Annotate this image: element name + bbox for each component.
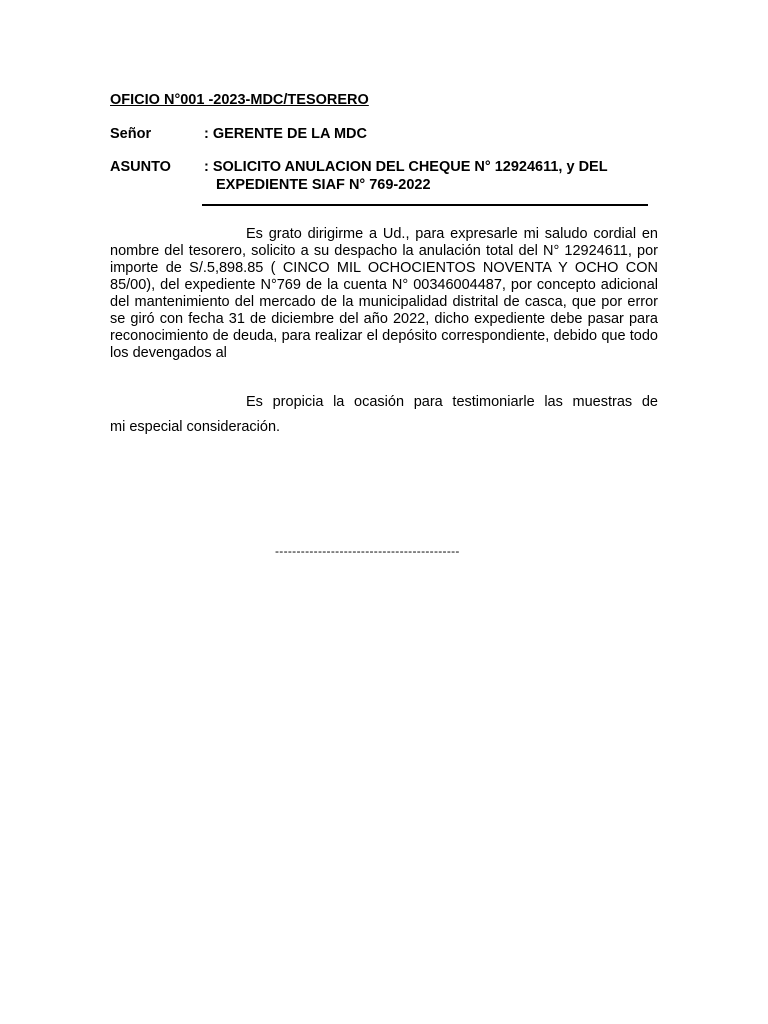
document-title: OFICIO N°001 -2023-MDC/TESORERO [110,92,369,108]
subject-underline-divider [202,204,648,206]
subject-value-line1: : SOLICITO ANULACION DEL CHEQUE N° 12924611, y DEL [204,159,608,175]
signature-line: ------------------------------------------- [275,544,460,558]
closing-paragraph-line1: Es propicia la ocasión para testimoniarle las muestras de [246,394,658,410]
recipient-value: : GERENTE DE LA MDC [204,126,367,142]
subject-label: ASUNTO [110,159,171,175]
closing-paragraph-line2: mi especial consideración. [110,419,281,435]
body-paragraph: Es grato dirigirme a Ud., para expresarle mi saludo cordial en nombre del tesorero, solicito a su despacho la anulación total del N° 12924611, por importe de S/.5,898.85 ( CINCO MIL OCHOCIENTOS NOVENTA Y OCHO CON 85/00), del expediente N°769 de la cuenta N° 00346004487, por concepto adicional del mantenimiento del mercado de la municipalidad distrital de casca, que por error se giró con fecha 31 de diciembre del año 2022, dicho expediente debe pasar para reconocimiento de deuda, para realizar el depósito correspondiente, debido que todo los devengados al [110,226,658,361]
subject-value-line2: EXPEDIENTE SIAF N° 769-2022 [216,177,431,193]
recipient-label: Señor [110,126,152,142]
